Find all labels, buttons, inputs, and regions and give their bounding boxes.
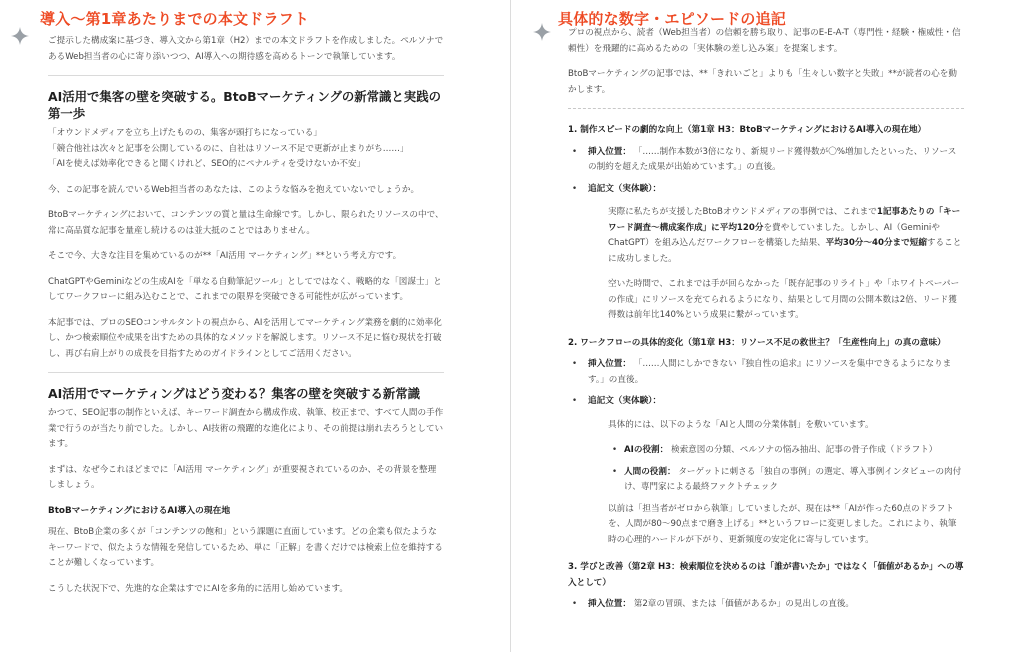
paragraph: 具体的には、以下のような「AIと人間の分業体制」を敷いています。 xyxy=(608,419,874,430)
paragraph: 今、この記事を読んでいるWeb担当者のあなたは、このような悩みを抱えていないでしょうか。 xyxy=(48,184,420,195)
human-role-label: 人間の役割： xyxy=(624,466,676,477)
section-2-title: 2. ワークフローの具体的変化（第1章 H3：リソース不足の救世主？「生産性向上」の真の意味） xyxy=(568,337,946,348)
right-panel-title: 具体的な数字・エピソードの追記 xyxy=(558,10,787,28)
quote-line: 「AIを使えば効率化できると聞くけれど、SEO的にペナルティを受けないか不安」 xyxy=(48,159,366,169)
list-item xyxy=(568,182,964,198)
article-h2-title: AI活用で集客の壁を突破する。BtoBマーケティングの新常識と実践の第一歩 xyxy=(48,89,441,121)
panel-divider xyxy=(506,0,516,652)
section-2-addition xyxy=(608,418,964,549)
left-response-body xyxy=(48,34,444,607)
right-chat-panel xyxy=(516,0,1024,652)
list-item xyxy=(608,443,964,459)
paragraph: かつて、SEO記事の制作といえば、キーワード調査から構成作成、執筆、校正まで、すべて人間の手作業で行うのが当たり前でした。しかし、AI技術の飛躍的な進化により、その前提は崩れ去ろうとしています。 xyxy=(48,408,444,449)
addition-label: 追記文（実体験）： xyxy=(588,183,662,194)
section-2-list xyxy=(568,357,964,410)
list-item xyxy=(608,465,964,496)
divider xyxy=(48,372,444,373)
quote-line: 「競合他社は次々と記事を公開しているのに、自社はリソース不足で更新が止まりがち……」 xyxy=(48,143,409,154)
left-panel-title: 導入〜第1章あたりまでの本文ドラフト xyxy=(40,10,310,28)
section-1-list xyxy=(568,145,964,198)
insert-position-label: 挿入位置： xyxy=(588,599,631,609)
right-intro: プロの視点から、読者（Web担当者）の信頼を勝ち取り、記事のE-E-A-T（専門性・経験・権威性・信頼性）を飛躍的に高めるための「実体験の差し込み案」を提案します。 xyxy=(568,28,961,54)
left-chat-panel xyxy=(0,0,506,652)
persona-quotes xyxy=(48,126,444,173)
paragraph: ChatGPTやGeminiなどの生成AIを「単なる自動筆記ツール」としてではなく、戦略的な「図謀士」としてワークフローに組み込むことで、これまでの限界を突破できる可能性が広がっています。 xyxy=(48,276,442,302)
right-response-body xyxy=(568,26,964,619)
insert-position-text: 「……人間にしかできない『独自性の追求』にリソースを集中できるようになります。」の直後。 xyxy=(588,359,952,385)
ai-role-text: 検索意図の分類、ペルソナの悩み抽出、記事の骨子作成（ドラフト） xyxy=(670,445,938,455)
insert-position-text: 第2章の冒頭、または「価値があるか」の見出しの直後。 xyxy=(633,599,855,609)
human-role-text: ターゲットに刺さる「独自の事例」の選定、導入事例インタビューの肉付け、専門家による最終ファクトチェック xyxy=(624,466,962,492)
list-item xyxy=(568,394,964,410)
role-list xyxy=(608,443,964,496)
chapter1-h2-title: AI活用でマーケティングはどう変わる？集客の壁を突破する新常識 xyxy=(48,386,421,401)
bold-span: 1記事あたりの「キーワード調査〜構成案作成」に平均120分 xyxy=(608,207,961,233)
paragraph: 本記事では、プロのSEOコンサルタントの視点から、AIを活用してマーケティング業務を劇的に効率化し、かつ検索順位や成果を出すための具体的なメソッドを解説します。リソース不足に悩む現状を打破し、再び右肩上がりの成長を目指すためのガイドラインとしてご活用ください。 xyxy=(48,317,442,359)
left-intro: ご提示した構成案に基づき、導入文から第1章（H2）までの本文ドラフトを作成しました。ペルソナであるWeb担当者の心に寄り添いつつ、AI導入への期待感を高めるトーンで執筆しています。 xyxy=(48,36,444,62)
insert-position-label: 挿入位置： xyxy=(588,146,631,157)
section-1-addition xyxy=(608,205,964,324)
quote-line: 「オウンドメディアを立ち上げたものの、集客が頭打ちになっている」 xyxy=(48,128,322,138)
divider xyxy=(48,75,444,76)
paragraph: 空いた時間で、これまでは手が回らなかった「既存記事のリライト」や「ホワイトペーパーの作成」にリソースを充てられるようになり、結果として月間の公開本数は2倍、リード獲得数は前年比140%という成果に繋がっています。 xyxy=(608,279,960,320)
divider xyxy=(568,108,964,109)
right-intro-2: BtoBマーケティングの記事では、**「きれいごと」よりも「生々しい数字と失敗」**が読者の心を動かします。 xyxy=(568,69,957,95)
bold-span: 平均30分〜40分まで短縮 xyxy=(825,238,927,248)
paragraph: BtoBマーケティングにおいて、コンテンツの質と量は生命線です。しかし、限られたリソースの中で、常に高品質な記事を量産し続けるのは並大抵のことではありません。 xyxy=(48,210,444,236)
paragraph xyxy=(608,205,964,267)
insert-position-text: 「……制作本数が3倍になり、新規リード獲得数が〇%増加したといった、リソースの制約を超えた成果が出始めています。」の直後。 xyxy=(588,146,957,172)
section-1-title: 1. 制作スピードの劇的な向上（第1章 H3：BtoBマーケティングにおけるAI導入の現在地） xyxy=(568,125,927,135)
list-item xyxy=(568,597,964,613)
paragraph: 現在、BtoB企業の多くが「コンテンツの飽和」という課題に直面しています。どの企業も似たようなキーワードで、似たような情報を発信しているため、単に「正解」を書くだけでは検索上位を維持することが難しくなっています。 xyxy=(48,527,443,568)
section-3-list xyxy=(568,597,964,613)
text-span: を費やしていました。しかし、AI（GeminiやChatGPT）を組み込んだワークフローを構築した結果、 xyxy=(608,222,940,248)
text-span: 実際に私たちが支援したBtoBオウンドメディアの事例では、これまで xyxy=(608,207,877,217)
sparkle-icon xyxy=(10,26,30,46)
sparkle-icon xyxy=(532,22,552,42)
paragraph: そこで今、大きな注目を集めているのが**「AI活用 マーケティング」**という考え方です。 xyxy=(48,251,402,261)
insert-position-label: 挿入位置： xyxy=(588,359,631,369)
list-item xyxy=(568,145,964,176)
paragraph: こうした状況下で、先進的な企業はすでにAIを多角的に活用し始めています。 xyxy=(48,583,349,594)
list-item xyxy=(568,357,964,388)
section-3-title: 3. 学びと改善（第2章 H3：検索順位を決めるのは「誰が書いたか」ではなく「価値があるか」への導入として） xyxy=(568,562,964,588)
ai-role-label: AIの役割： xyxy=(624,445,669,455)
paragraph: 以前は「担当者がゼロから執筆」していましたが、現在は**「AIが作った60点のドラフトを、人間が80〜90点まで磨き上げる」**というフローに変更しました。これにより、執筆時の心理的ハードルが下がり、更新頻度の安定化に寄与しています。 xyxy=(608,503,957,545)
text-span: することに成功しました。 xyxy=(608,238,962,264)
chapter1-h3-title: BtoBマーケティングにおけるAI導入の現在地 xyxy=(48,505,231,516)
paragraph: まずは、なぜ今これほどまでに「AI活用 マーケティング」が重要視されているのか、その背景を整理しましょう。 xyxy=(48,464,437,490)
addition-label: 追記文（実体験）： xyxy=(588,396,662,406)
